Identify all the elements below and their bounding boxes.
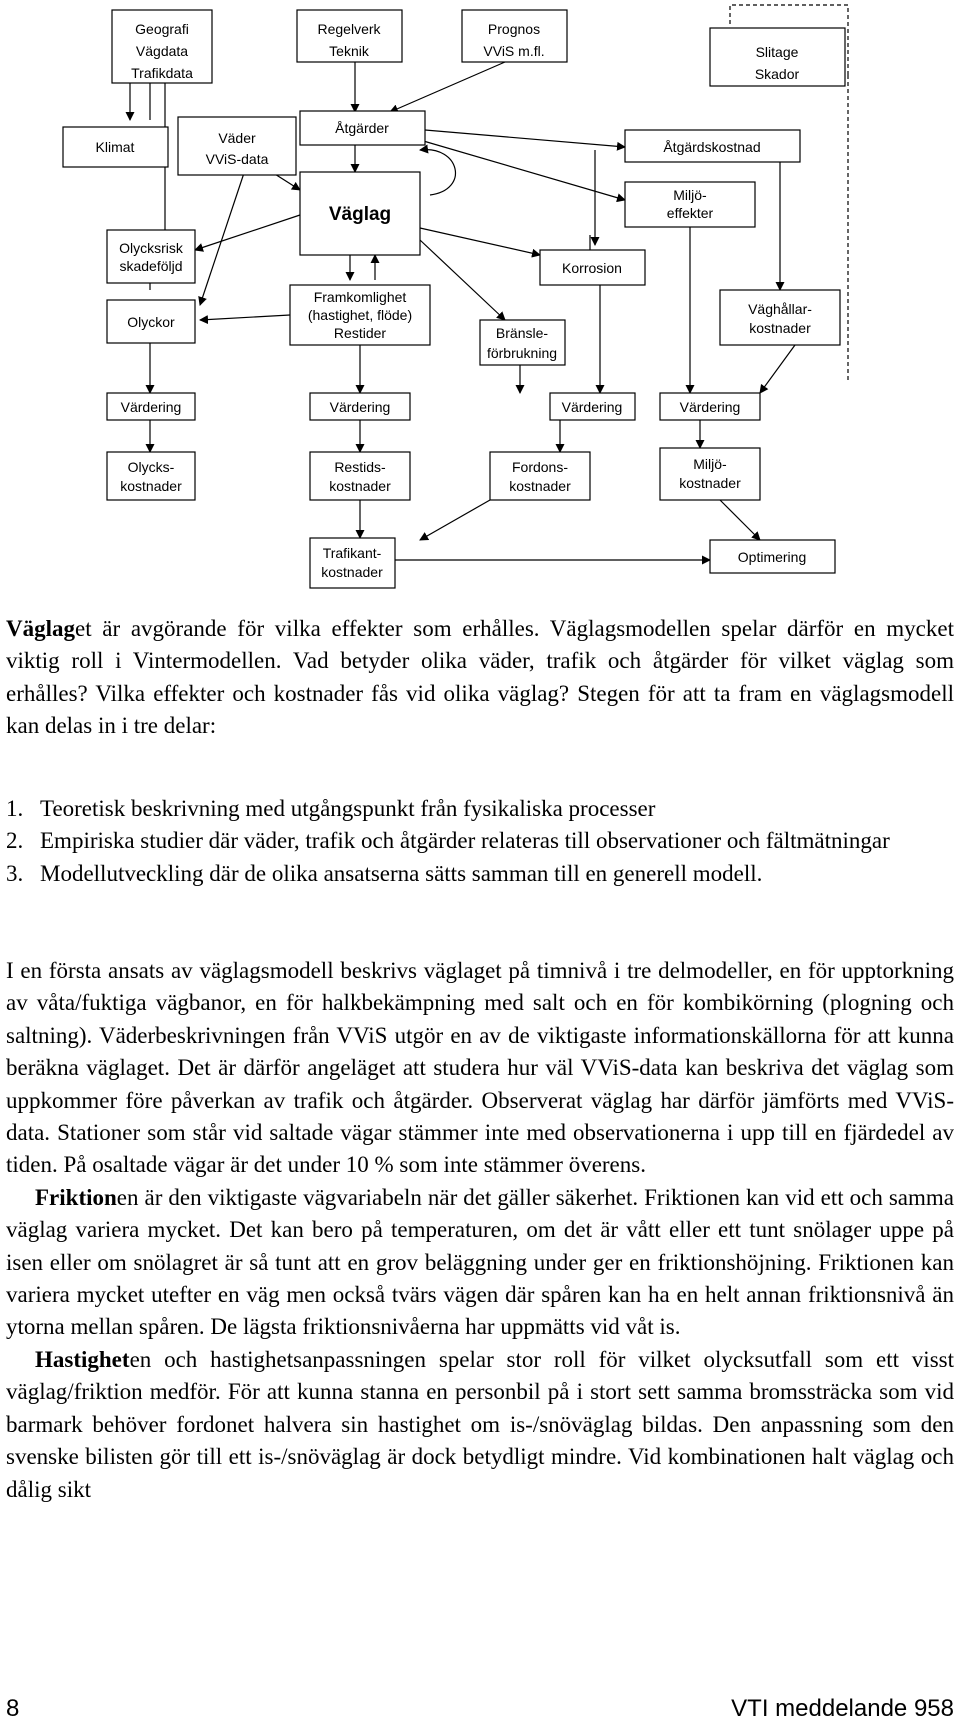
label-miljoeffekter: Miljö-effekter <box>666 187 714 221</box>
step-text: Modellutveckling där de olika ansatserna sätts samman till en generell modell. <box>40 860 763 886</box>
label-olycksrisk: Olycksrisk skadeföljd <box>119 240 183 274</box>
label-vader: Väder VViS-data <box>205 130 269 167</box>
intro-paragraph <box>6 613 954 743</box>
label-slitage: Slitage Skador <box>754 44 800 82</box>
main-text <box>6 955 954 1506</box>
step-number: 2. <box>6 828 24 854</box>
label-vardering-1: Värdering <box>120 399 182 415</box>
label-vardering-2: Värdering <box>329 399 391 415</box>
intro-text: et är avgörande för vilka effekter som erhålles. Väglagsmodellen spelar därför en mycket viktig roll i Vintermodellen. Vad betyder olika väder, trafik och åtgärder för vilket väglag som erhålles? Vilka effekter och kostnader fås vid olika väglag? Stegen för att ta fram en väglagsmodell kan delas in i tre delar: <box>6 616 954 739</box>
paragraph-speed <box>6 1344 954 1506</box>
label-optimering: Optimering <box>737 549 807 565</box>
steps-list <box>6 793 954 890</box>
publication-name: VTI meddelande 958 <box>731 1695 954 1722</box>
step-item <box>6 858 954 890</box>
friction-bold-term: Friktion <box>35 1184 117 1210</box>
flow-diagram <box>0 0 960 600</box>
label-klimat: Klimat <box>95 139 135 155</box>
label-regelverk: Regelverk Teknik <box>317 21 381 59</box>
intro-bold-term: Väglag <box>6 616 75 641</box>
step-item <box>6 793 954 825</box>
label-vaglag: Väglag <box>328 204 392 225</box>
step-item <box>6 825 954 857</box>
speed-bold-term: Hastighet <box>35 1346 130 1372</box>
label-atgardskostnad: Åtgärdskostnad <box>663 139 761 155</box>
label-vaghallar: Väghållar-kostnader <box>748 301 812 336</box>
label-restidskost: Restids-kostnader <box>329 459 391 494</box>
diagram-boxes <box>63 10 845 588</box>
label-olyckor: Olyckor <box>127 314 175 330</box>
step-text: Empiriska studier där väder, trafik och åtgärder relateras till observationer och fältmätningar <box>40 828 890 854</box>
page-number: 8 <box>6 1695 20 1722</box>
label-vardering-3: Värdering <box>561 399 623 415</box>
speed-text: en och hastighetsanpassningen spelar stor roll för vilket olycksutfall som ett visst väglag/friktion medför. För att kunna stanna en personbil på i stort sett samma bromssträcka som vid barmark behöver fordonet halvera sin hastighet om is-/snöväglag bildas. Den anpassning som den svenske bilisten gör till ett is-/snöväglag är dock betydligt mindre. Vid kombinationen halt väglag och dålig sikt <box>6 1346 954 1502</box>
label-olyckskost: Olycks-kostnader <box>120 459 182 494</box>
label-framkomlighet: Framkomlighet (hastighet, flöde) Restider <box>307 289 413 341</box>
label-vardering-4: Värdering <box>679 399 741 415</box>
label-atgarder: Åtgärder <box>335 120 389 136</box>
label-miljokost: Miljö-kostnader <box>679 456 741 491</box>
paragraph-friction <box>6 1182 954 1344</box>
label-bransle: Bränsle-förbrukning <box>486 325 558 361</box>
paragraph-model: I en första ansats av väglagsmodell beskrivs väglaget på timnivå i tre delmodeller, en för upptorkning av våta/fuktiga vägbanor, en för halkbekämpning med salt och en för kombikörning (plogning och saltning). Väderbeskrivningen från VViS utgör en av de viktigaste informationskällorna för att kunna beräkna väglaget. Det är därför angeläget att studera hur väl VViS-data kan beskriva det väglag som uppkommer före påverkan av trafik och åtgärder. Observerat väglag har därför jämförts med VViS-data. Stationer som står vid saltade vägar stämmer inte med observationerna i upp till en fjärdedel av tiden. På osaltade vägar är det under 10 % som inte stämmer överens. <box>6 958 954 1178</box>
label-korrosion: Korrosion <box>562 260 622 276</box>
box-olycksrisk <box>107 230 195 283</box>
label-prognos: Prognos VViS m.fl. <box>483 21 545 59</box>
step-number: 1. <box>6 796 24 821</box>
label-fordonskost: Fordons-kostnader <box>509 459 571 494</box>
step-number: 3. <box>6 860 24 886</box>
friction-text: en är den viktigaste vägvariabeln när det gäller säkerhet. Friktionen kan vid ett och samma väglag variera mycket. Det kan bero på temperaturen, om det är vått eller ett tunt snölager uppe på isen eller om snölagret är så tunt att en grov beläggning under ger en friktionshöjning. Friktionen kan variera mycket utefter en väg men också tvärs vägen där spåren kan ha en helt annan friktionsnivå än ytorna mellan spåren. De lägsta friktionsnivåerna har uppmätts vid våt is. <box>6 1184 954 1340</box>
label-trafikantkost: Trafikant-kostnader <box>321 545 383 580</box>
label-geografi: Geografi Vägdata Trafikdata <box>131 21 193 81</box>
box-vaghallar <box>720 290 840 345</box>
step-text: Teoretisk beskrivning med utgångspunkt från fysikaliska processer <box>40 796 656 821</box>
